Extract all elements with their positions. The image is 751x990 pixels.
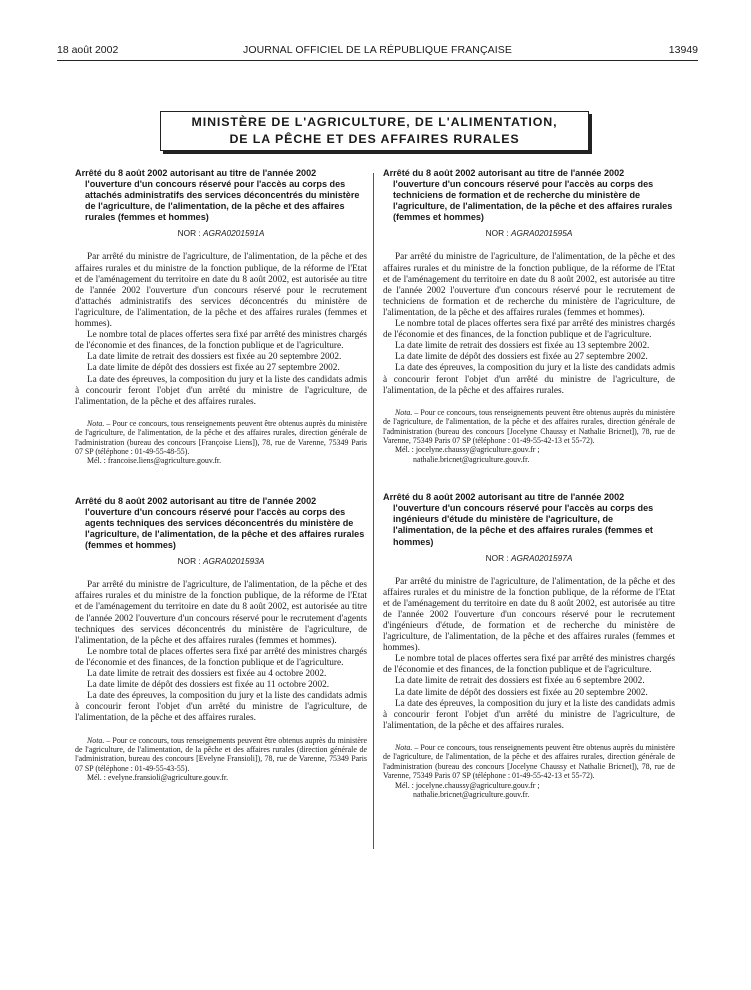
arrete-title-first-line: Arrêté du 8 août 2002 autorisant au titre de l'année 2002 [75, 495, 317, 506]
arrete-paragraph: La date limite de retrait des dossiers est fixée au 6 septembre 2002. [395, 676, 645, 687]
arrete-paragraph: Par arrêté du ministre de l'agriculture, de l'alimentation, de la pêche et des affaires rurales et du ministre de la fonction publique, de la réforme de l'Etat et de l'aménagement du territoire en date du 8 août 2002, est autorisée au titre de l'année 2002 l'ouverture d'un concours réservé pour le recrutement de techniciens de formation et de recherche du ministère de l'agriculture, de l'alimentation, de la pêche et des affaires rurales (femmes et hommes). [383, 252, 675, 318]
nor-reference [75, 228, 367, 238]
nor-code: AGRA0201597A [511, 552, 573, 563]
arrete-body [75, 580, 367, 724]
arrete-paragraph: La date limite de dépôt des dossiers est fixée au 27 septembre 2002. [87, 363, 340, 374]
arrete-title [75, 168, 367, 223]
arrete-title [383, 492, 675, 547]
arrete-title-first-line: Arrêté du 8 août 2002 autorisant au titre de l'année 2002 [383, 168, 625, 178]
note-paragraph [75, 736, 367, 774]
note-lead: Nota. [87, 418, 105, 428]
arrete-title-rest: l'ouverture d'un concours réservé pour l'accès au corps des techniciens de formation et de recherche du ministère de l'agriculture, de l'alimentation, de la pêche et des affaires rurales (femmes et hommes) [393, 179, 673, 223]
ministry-heading-line-2: DE LA PÊCHE ET DES AFFAIRES RURALES [229, 132, 520, 146]
nor-label: NOR : [485, 552, 509, 563]
header-rule [57, 60, 698, 61]
arrete-techniciens-formation-recherche [383, 168, 675, 464]
ministry-heading [160, 111, 589, 151]
journal-title: JOURNAL OFFICIEL DE LA RÉPUBLIQUE FRANÇAISE [243, 44, 512, 56]
arrete-paragraph: La date limite de dépôt des dossiers est fixée au 11 octobre 2002. [87, 680, 330, 691]
arrete-paragraph: Par arrêté du ministre de l'agriculture, de l'alimentation, de la pêche et des affaires rurales et du ministre de la fonction publique, de la réforme de l'Etat et de l'aménagement du territoire en date du 8 août 2002, est autorisée au titre de l'année 2002 l'ouverture d'un concours réservé pour le recrutement d'attachés administratifs des services déconcentrés du ministère de l'agriculture, de l'alimentation, de la pêche et des affaires rurales (femmes et hommes). [75, 252, 367, 330]
arrete-title [383, 168, 675, 223]
arrete-body [383, 577, 675, 732]
note-text: – Pour ce concours, tous renseignements peuvent être obtenus auprès du ministère de l'agriculture, de l'alimentation, de la pêche et des affaires rurales (direction générale de l'administration, bureau des concours [Evelyne Fransioli]), 78, rue de Varenne, 75349 Paris 07 SP (téléphone : 01-49-55-43-55). [75, 735, 367, 773]
arrete-paragraph: La date des épreuves, la composition du jury et la liste des candidats admis à concourir feront l'objet d'un arrêté du ministre de l'agriculture, de l'alimentation, de la pêche et des affaires rurales. [383, 363, 675, 396]
nor-reference [75, 556, 367, 566]
running-head [57, 44, 698, 58]
note-mail-line-1: Mél. : francoise.liens@agriculture.gouv.fr. [87, 456, 222, 466]
note-mail-line-2: nathalie.bricnet@agriculture.gouv.fr. [413, 454, 530, 464]
arrete-note [75, 419, 367, 466]
arrete-title-rest: l'ouverture d'un concours réservé pour l'accès au corps des agents techniques des services déconcentrés du ministère de l'agriculture, de l'alimentation, de la pêche et des affaires rurales (femmes et hommes) [85, 506, 365, 551]
arrete-title-first-line: Arrêté du 8 août 2002 autorisant au titre de l'année 2002 [75, 168, 317, 178]
nor-label: NOR : [485, 228, 509, 239]
arrete-paragraph: Le nombre total de places offertes sera fixé par arrêté des ministres chargés de l'économie et des finances, de la fonction publique et de l'agriculture. [383, 319, 675, 341]
column-divider [373, 173, 374, 849]
left-column [75, 168, 367, 783]
page-number: 13949 [668, 44, 698, 56]
note-mail-line-2: nathalie.bricnet@agriculture.gouv.fr. [413, 789, 530, 799]
arrete-note [383, 743, 675, 799]
nor-reference [383, 228, 675, 238]
arrete-title-rest: l'ouverture d'un concours réservé pour l'accès au corps des ingénieurs d'étude du ministère de l'agriculture, de l'alimentation, de la pêche et des affaires rurales (femmes et hommes) [393, 503, 654, 547]
nor-label: NOR : [177, 556, 201, 567]
note-paragraph [383, 408, 675, 446]
arrete-title [75, 496, 367, 551]
note-lead: Nota. [395, 407, 413, 417]
arrete-paragraph: La date limite de retrait des dossiers est fixée au 13 septembre 2002. [395, 341, 650, 352]
arrete-paragraph: La date limite de retrait des dossiers est fixée au 4 octobre 2002. [87, 669, 327, 680]
note-mail-line-1: Mél. : jocelyne.chaussy@agriculture.gouv.fr ; [395, 445, 540, 455]
nor-reference [383, 553, 675, 563]
arrete-title-first-line: Arrêté du 8 août 2002 autorisant au titre de l'année 2002 [383, 492, 625, 503]
note-mail-line-1: Mél. : jocelyne.chaussy@agriculture.gouv.fr ; [395, 780, 540, 790]
arrete-paragraph: La date des épreuves, la composition du jury et la liste des candidats admis à concourir feront l'objet d'un arrêté du ministre de l'agriculture, de l'alimentation, de la pêche et des affaires rurales. [383, 698, 675, 731]
note-lead: Nota. [87, 735, 105, 745]
arrete-paragraph: La date limite de dépôt des dossiers est fixée au 27 septembre 2002. [395, 352, 648, 363]
note-text: – Pour ce concours, tous renseignements peuvent être obtenus auprès du ministère de l'agriculture, de l'alimentation, de la pêche et des affaires rurales, direction générale de l'administration (bureau des concours [Jocelyne Chaussy et Nathalie Bricnet]), 78, rue de Varenne, 75349 Paris 07 SP (téléphone : 01-49-55-42-13 et 55-72). [383, 407, 675, 445]
issue-date: 18 août 2002 [57, 44, 119, 56]
arrete-note [75, 736, 367, 783]
arrete-ingenieurs-etude [383, 492, 675, 799]
ministry-heading-line-1: MINISTÈRE DE L'AGRICULTURE, DE L'ALIMENTATION, [191, 115, 558, 129]
arrete-agents-techniques [75, 496, 367, 783]
note-mail-line-1: Mél. : evelyne.fransioli@agriculture.gouv.fr. [87, 773, 229, 783]
arrete-body [75, 252, 367, 407]
note-text: – Pour ce concours, tous renseignements peuvent être obtenus auprès du ministère de l'agriculture, de l'alimentation, de la pêche et des affaires rurales, direction générale de l'administration (bureau des concours [Jocelyne Chaussy et Nathalie Bricnet]), 78, rue de Varenne, 75349 Paris 07 SP (téléphone : 01-49-55-42-13 et 55-72). [383, 742, 675, 781]
arrete-paragraph: La date limite de retrait des dossiers est fixée au 20 septembre 2002. [87, 352, 342, 363]
note-text: – Pour ce concours, tous renseignements peuvent être obtenus auprès du ministère de l'agriculture, de l'alimentation, de la pêche et des affaires rurales, direction générale de l'administration (bureau des concours [Françoise Liens]), 78, rue de Varenne, 75349 Paris 07 SP (téléphone : 01-49-55-48-55). [75, 418, 367, 456]
arrete-paragraph: La date limite de dépôt des dossiers est fixée au 20 septembre 2002. [395, 687, 648, 698]
arrete-note [383, 408, 675, 464]
arrete-attaches-administratifs [75, 168, 367, 466]
note-paragraph [383, 743, 675, 781]
arrete-paragraph: Le nombre total de places offertes sera fixé par arrêté des ministres chargés de l'économie et des finances, de la fonction publique et de l'agriculture. [75, 330, 367, 352]
right-column [383, 168, 675, 799]
arrete-paragraph: Le nombre total de places offertes sera fixé par arrêté des ministres chargés de l'économie et des finances, de la fonction publique et de l'agriculture. [383, 654, 675, 676]
arrete-paragraph: Par arrêté du ministre de l'agriculture, de l'alimentation, de la pêche et des affaires rurales et du ministre de la fonction publique, de la réforme de l'Etat et de l'aménagement du territoire en date du 8 août 2002, est autorisée au titre de l'année 2002 l'ouverture d'un concours réservé pour le recrutement d'ingénieurs d'étude, de formation et de recherche du ministère de l'agriculture, de l'alimentation, de la pêche et des affaires rurales (femmes et hommes). [383, 576, 675, 654]
arrete-paragraph: La date des épreuves, la composition du jury et la liste des candidats admis à concourir feront l'objet d'un arrêté du ministre de l'agriculture, de l'alimentation, de la pêche et des affaires rurales. [75, 691, 367, 724]
note-lead: Nota. [395, 742, 413, 752]
arrete-body [383, 252, 675, 396]
arrete-paragraph: Par arrêté du ministre de l'agriculture, de l'alimentation, de la pêche et des affaires rurales et du ministre de la fonction publique, de la réforme de l'Etat et de l'aménagement du territoire en date du 8 août 2002, est autorisée au titre de l'année 2002 l'ouverture d'un concours réservé pour le recrutement d'agents techniques des services déconcentrés du ministère de l'agriculture, de l'alimentation, de la pêche et des affaires rurales (femmes et hommes). [75, 580, 367, 646]
nor-code: AGRA0201593A [203, 556, 265, 567]
nor-code: AGRA0201595A [511, 228, 573, 239]
arrete-title-rest: l'ouverture d'un concours réservé pour l'accès au corps des attachés administratifs des services déconcentrés du ministère de l'agriculture, de l'alimentation, de la pêche et des affaires rurales (femmes et hommes) [85, 179, 360, 223]
arrete-paragraph: La date des épreuves, la composition du jury et la liste des candidats admis à concourir feront l'objet d'un arrêté du ministre de l'agriculture, de l'alimentation, de la pêche et des affaires rurales. [75, 374, 367, 407]
nor-label: NOR : [177, 228, 201, 239]
nor-code: AGRA0201591A [203, 228, 265, 239]
note-paragraph [75, 419, 367, 457]
arrete-paragraph: Le nombre total de places offertes sera fixé par arrêté des ministres chargés de l'économie et des finances, de la fonction publique et de l'agriculture. [75, 646, 367, 668]
